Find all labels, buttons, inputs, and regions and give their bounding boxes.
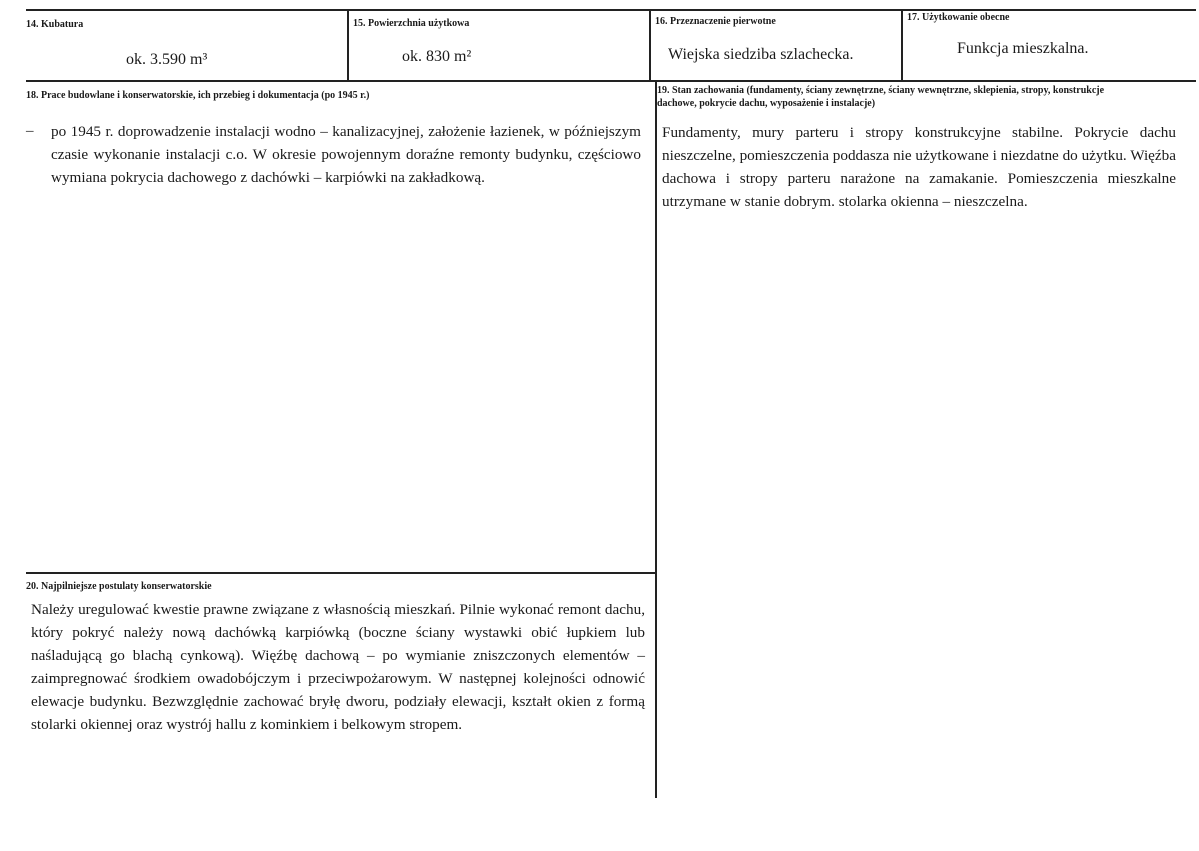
- divider-14-15: [347, 9, 349, 82]
- divider-15-16: [649, 9, 651, 82]
- field-20-text: Należy uregulować kwestie prawne związane z własnością mieszkań. Pilnie wykonać remont dachu, który pokryć należy nową dachówką karpiówką (boczne ściany wystawki obić łupkiem lub naśladującą go blachą cynkową). Więźbę dachową – po wymianie zniszczonych elementów – zaimpregnować środkiem owadobójczym i przeciwpożarowym. W następnej kolejności odnowić elewacje budynku. Bezwzględnie zachować bryłę dworu, podziały elewacji, kształt okien z formą stolarki okiennej oraz wystrój hallu z kominkiem i belkowym stropem.: [31, 601, 645, 733]
- top-border-line: [26, 9, 1196, 11]
- field-19-caption-line-2: dachowe, pokrycie dachu, wyposażenie i instalacje): [657, 98, 876, 109]
- field-18-bullet: –: [26, 123, 34, 139]
- field-17-caption: 17. Użytkowanie obecne: [907, 12, 1010, 23]
- field-17-value: Funkcja mieszkalna.: [957, 40, 1089, 57]
- field-15-caption: 15. Powierzchnia użytkowa: [353, 18, 470, 29]
- header-row-bottom-line: [26, 80, 1196, 82]
- field-14-caption: 14. Kubatura: [26, 19, 84, 30]
- field-15-value: ok. 830 m²: [402, 48, 472, 65]
- field-16-value: Wiejska siedziba szlachecka.: [668, 46, 854, 63]
- field-16-caption: 16. Przeznaczenie pierwotne: [655, 16, 776, 27]
- field-19-caption-line-1: 19. Stan zachowania (fundamenty, ściany zewnętrzne, ściany wewnętrzne, sklepienia, stropy, konstrukcje: [657, 85, 1105, 96]
- field-18-caption: 18. Prace budowlane i konserwatorskie, ich przebieg i dokumentacja (po 1945 r.): [26, 90, 370, 101]
- section-20-top-line: [26, 572, 656, 574]
- divider-left-right-column: [655, 80, 657, 798]
- field-19-text: Fundamenty, mury parteru i stropy konstrukcyjne stabilne. Pokrycie dachu nieszczelne, pomieszczenia poddasza nie użytkowane i niezdatne do użytku. Więźba dachowa i stropy parteru narażone na zamakanie. Pomieszczenia mieszkalne utrzymane w stanie dobrym. stolarka okienna – nieszczelna.: [662, 124, 1176, 210]
- field-14-value: ok. 3.590 m³: [126, 51, 208, 68]
- field-18-text: po 1945 r. doprowadzenie instalacji wodno – kanalizacyjnej, założenie łazienek, w późniejszym czasie wykonanie instalacji c.o. W okresie powojennym doraźne remonty budynku, częściowo wymiana pokrycia dachowego z dachówki – karpiówki na zakładkową.: [51, 123, 641, 186]
- divider-16-17: [901, 9, 903, 82]
- field-20-caption: 20. Najpilniejsze postulaty konserwatorskie: [26, 581, 212, 592]
